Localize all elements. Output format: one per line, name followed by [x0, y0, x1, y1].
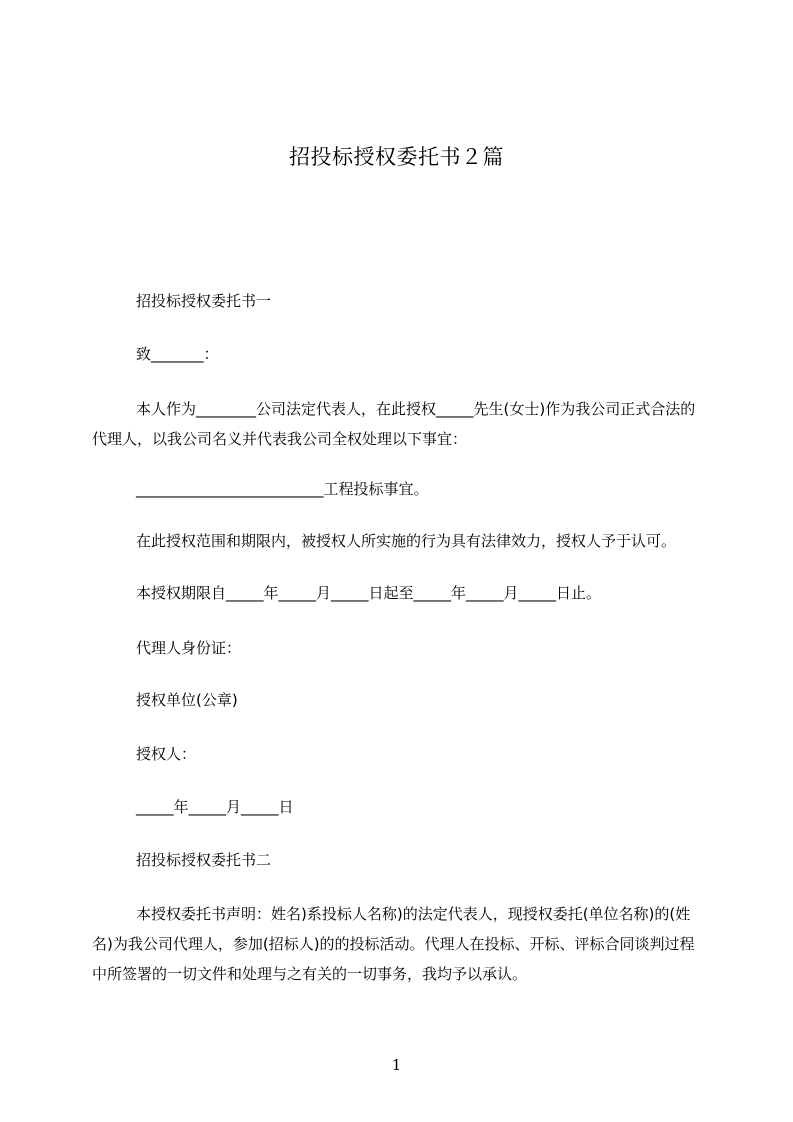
- authorizing-unit-label: 授权单位(公章): [136, 691, 238, 709]
- section-heading-2: 招投标授权委托书二: [136, 851, 272, 869]
- date-line: _____年_____月_____日: [136, 798, 294, 816]
- addressee-line: 致_______：: [136, 345, 219, 363]
- authorization-text: 本人作为________公司法定代表人，在此授权_____先生(女士)作为我公司正式合法的代理人，以我公司名义并代表我公司全权处理以下事宜：: [92, 400, 696, 448]
- project-line: _________________________工程投标事宜。: [136, 480, 429, 498]
- section-heading-1: 招投标授权委托书一: [136, 292, 272, 310]
- agent-id-label: 代理人身份证：: [136, 639, 242, 657]
- declaration-text: 本授权委托书声明：姓名)系投标人名称)的法定代表人，现授权委托(单位名称)的(姓名)为我公司代理人，参加(招标人)的的投标活动。代理人在投标、开标、评标合同谈判过程中所签署的一切文件和处理与之有关的一切事务，我均予以承认。: [92, 905, 695, 983]
- authorization-term-line: 本授权期限自_____年_____月_____日起至_____年_____月_____日止。: [136, 584, 602, 602]
- validity-statement: 在此授权范围和期限内，被授权人所实施的行为具有法律效力，授权人予于认可。: [136, 532, 677, 550]
- authorizer-label: 授权人：: [136, 745, 197, 763]
- page-number: 1: [391, 1056, 402, 1074]
- authorization-paragraph: [92, 394, 704, 454]
- declaration-paragraph: [92, 899, 704, 989]
- document-title: 招投标授权委托书２篇: [289, 145, 504, 169]
